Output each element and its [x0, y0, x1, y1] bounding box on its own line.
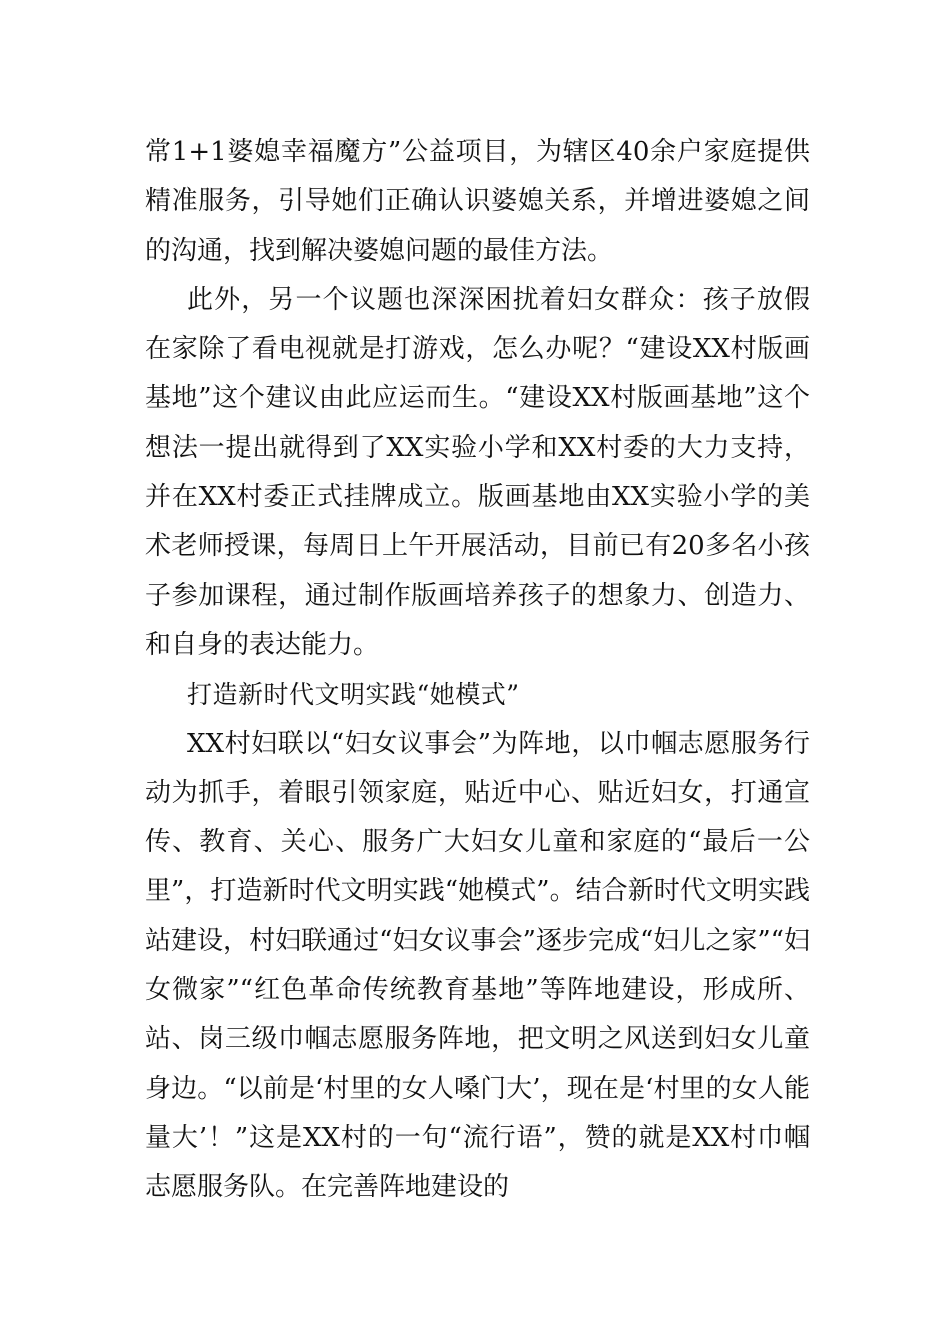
paragraph-print-base: 此外，另一个议题也深深困扰着妇女群众：孩子放假在家除了看电视就是打游戏，怎么办呢？“建设XX村版画基地”这个建议由此应运而生。“建设XX村版画基地”这个想法一提出就得到了XX实验小学和XX村委的大力支持，并在XX村委正式挂牌成立。版画基地由XX实验小学的美术老师授课，每周日上午开展活动，目前已有20多名小孩子参加课程，通过制作版画培养孩子的想象力、创造力、和自身的表达能力。: [145, 284, 810, 660]
document-body: [145, 128, 810, 1213]
section-heading: 打造新时代文明实践“她模式”: [187, 680, 520, 710]
paragraph-women-council: XX村妇联以“妇女议事会”为阵地，以巾帼志愿服务行动为抓手，着眼引领家庭，贴近中心、贴近妇女，打通宣传、教育、关心、服务广大妇女儿童和家庭的“最后一公里”，打造新时代文明实践“她模式”。结合新时代文明实践站建设，村妇联通过“妇女议事会”逐步完成“妇儿之家”“妇女微家”“红色革命传统教育基地”等阵地建设，形成所、站、岗三级巾帼志愿服务阵地，把文明之风送到妇女儿童身边。“以前是‘村里的女人嗓门大’，现在是‘村里的女人能量大’！”这是XX村的一句“流行语”，赞的就是XX村巾帼志愿服务队。在完善阵地建设的: [145, 728, 810, 1203]
paragraph-continuation: 常1+1婆媳幸福魔方”公益项目，为辖区40余户家庭提供精准服务，引导她们正确认识婆媳关系，并增进婆媳之间的沟通，找到解决婆媳问题的最佳方法。: [145, 137, 810, 266]
